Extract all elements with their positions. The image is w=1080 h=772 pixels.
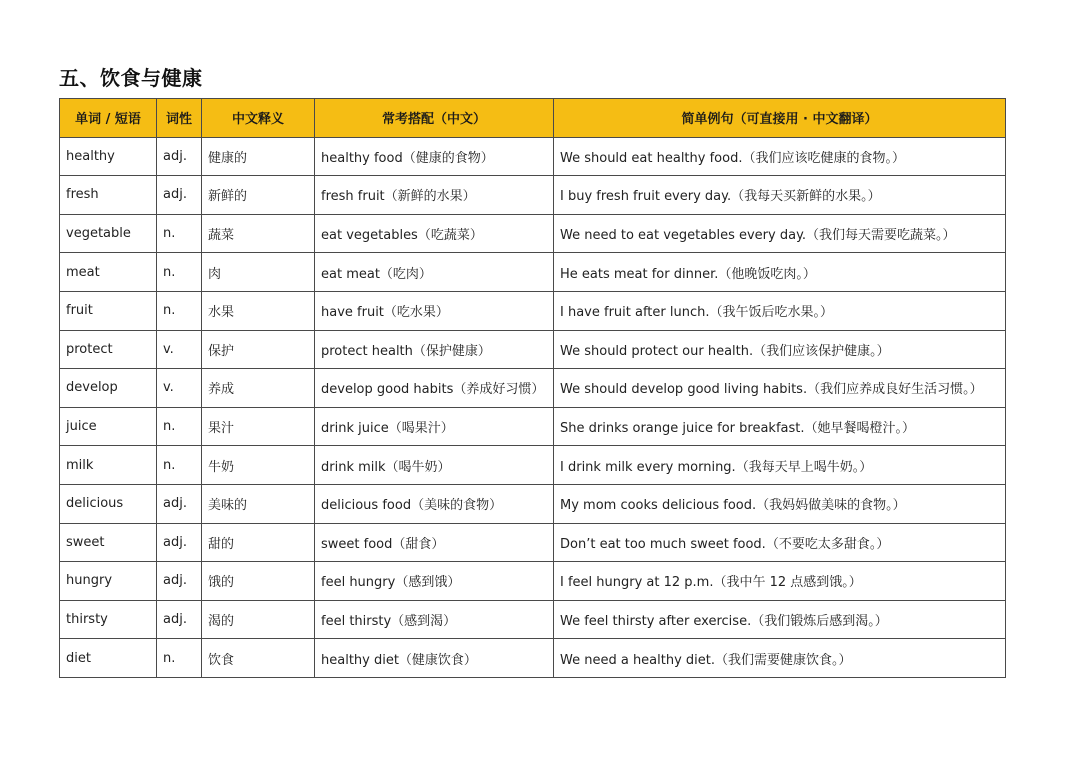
cell-pos: n.: [157, 446, 202, 485]
table-row: [60, 291, 1006, 330]
cell-meaning: 保护: [202, 330, 315, 369]
cell-meaning: 美味的: [202, 484, 315, 523]
cell-collocation: eat meat（吃肉）: [315, 253, 554, 292]
header-row: [60, 99, 1006, 138]
cell-example: We should protect our health.（我们应该保护健康。）: [554, 330, 1006, 369]
table-row: [60, 330, 1006, 369]
cell-word: hungry: [60, 562, 157, 601]
table-body: [60, 137, 1006, 677]
cell-example: I drink milk every morning.（我每天早上喝牛奶。）: [554, 446, 1006, 485]
cell-meaning: 果汁: [202, 407, 315, 446]
cell-word: meat: [60, 253, 157, 292]
cell-word: thirsty: [60, 600, 157, 639]
cell-collocation: drink juice（喝果汁）: [315, 407, 554, 446]
cell-word: develop: [60, 369, 157, 408]
table-row: [60, 523, 1006, 562]
vocabulary-table: [59, 98, 1006, 678]
cell-collocation: sweet food（甜食）: [315, 523, 554, 562]
cell-collocation: healthy diet（健康饮食）: [315, 639, 554, 678]
cell-pos: adj.: [157, 484, 202, 523]
cell-collocation: feel thirsty（感到渴）: [315, 600, 554, 639]
cell-meaning: 牛奶: [202, 446, 315, 485]
cell-collocation: develop good habits（养成好习惯）: [315, 369, 554, 408]
cell-pos: n.: [157, 214, 202, 253]
cell-pos: n.: [157, 291, 202, 330]
cell-word: delicious: [60, 484, 157, 523]
cell-example: We should eat healthy food.（我们应该吃健康的食物。）: [554, 137, 1006, 176]
section-title: 五、饮食与健康: [59, 66, 203, 90]
table-row: [60, 214, 1006, 253]
cell-meaning: 养成: [202, 369, 315, 408]
cell-word: juice: [60, 407, 157, 446]
cell-word: protect: [60, 330, 157, 369]
table-row: [60, 137, 1006, 176]
cell-collocation: protect health（保护健康）: [315, 330, 554, 369]
table-row: [60, 446, 1006, 485]
cell-example: We feel thirsty after exercise.（我们锻炼后感到渴。）: [554, 600, 1006, 639]
cell-collocation: feel hungry（感到饿）: [315, 562, 554, 601]
cell-word: fresh: [60, 176, 157, 215]
cell-pos: adj.: [157, 137, 202, 176]
table-row: [60, 176, 1006, 215]
cell-example: I have fruit after lunch.（我午饭后吃水果。）: [554, 291, 1006, 330]
cell-word: healthy: [60, 137, 157, 176]
cell-pos: adj.: [157, 176, 202, 215]
cell-pos: n.: [157, 639, 202, 678]
cell-example: We need to eat vegetables every day.（我们每天需要吃蔬菜。）: [554, 214, 1006, 253]
cell-meaning: 水果: [202, 291, 315, 330]
cell-pos: v.: [157, 369, 202, 408]
cell-word: vegetable: [60, 214, 157, 253]
cell-example: Don’t eat too much sweet food.（不要吃太多甜食。）: [554, 523, 1006, 562]
cell-pos: n.: [157, 253, 202, 292]
cell-collocation: healthy food（健康的食物）: [315, 137, 554, 176]
table-row: [60, 369, 1006, 408]
cell-collocation: have fruit（吃水果）: [315, 291, 554, 330]
table-row: [60, 253, 1006, 292]
cell-pos: adj.: [157, 600, 202, 639]
cell-example: He eats meat for dinner.（他晚饭吃肉。）: [554, 253, 1006, 292]
cell-meaning: 饿的: [202, 562, 315, 601]
cell-pos: adj.: [157, 562, 202, 601]
cell-example: My mom cooks delicious food.（我妈妈做美味的食物。）: [554, 484, 1006, 523]
cell-meaning: 渴的: [202, 600, 315, 639]
cell-pos: v.: [157, 330, 202, 369]
cell-word: fruit: [60, 291, 157, 330]
cell-word: diet: [60, 639, 157, 678]
cell-collocation: drink milk（喝牛奶）: [315, 446, 554, 485]
cell-pos: adj.: [157, 523, 202, 562]
header-example: 简单例句（可直接用 · 中文翻译）: [554, 99, 1006, 138]
table-row: [60, 600, 1006, 639]
cell-example: She drinks orange juice for breakfast.（她早餐喝橙汁。）: [554, 407, 1006, 446]
cell-example: I feel hungry at 12 p.m.（我中午 12 点感到饿。）: [554, 562, 1006, 601]
table-row: [60, 407, 1006, 446]
table-row: [60, 484, 1006, 523]
header-word: 单词 / 短语: [60, 99, 157, 138]
cell-meaning: 新鲜的: [202, 176, 315, 215]
cell-collocation: eat vegetables（吃蔬菜）: [315, 214, 554, 253]
header-collocation: 常考搭配（中文）: [315, 99, 554, 138]
cell-meaning: 饮食: [202, 639, 315, 678]
table-row: [60, 639, 1006, 678]
table-header: [60, 99, 1006, 138]
table-row: [60, 562, 1006, 601]
header-meaning: 中文释义: [202, 99, 315, 138]
header-pos: 词性: [157, 99, 202, 138]
cell-collocation: delicious food（美味的食物）: [315, 484, 554, 523]
cell-example: We need a healthy diet.（我们需要健康饮食。）: [554, 639, 1006, 678]
cell-pos: n.: [157, 407, 202, 446]
cell-meaning: 健康的: [202, 137, 315, 176]
cell-example: I buy fresh fruit every day.（我每天买新鲜的水果。）: [554, 176, 1006, 215]
cell-meaning: 甜的: [202, 523, 315, 562]
cell-word: sweet: [60, 523, 157, 562]
cell-meaning: 肉: [202, 253, 315, 292]
cell-collocation: fresh fruit（新鲜的水果）: [315, 176, 554, 215]
cell-example: We should develop good living habits.（我们应养成良好生活习惯。）: [554, 369, 1006, 408]
cell-meaning: 蔬菜: [202, 214, 315, 253]
cell-word: milk: [60, 446, 157, 485]
